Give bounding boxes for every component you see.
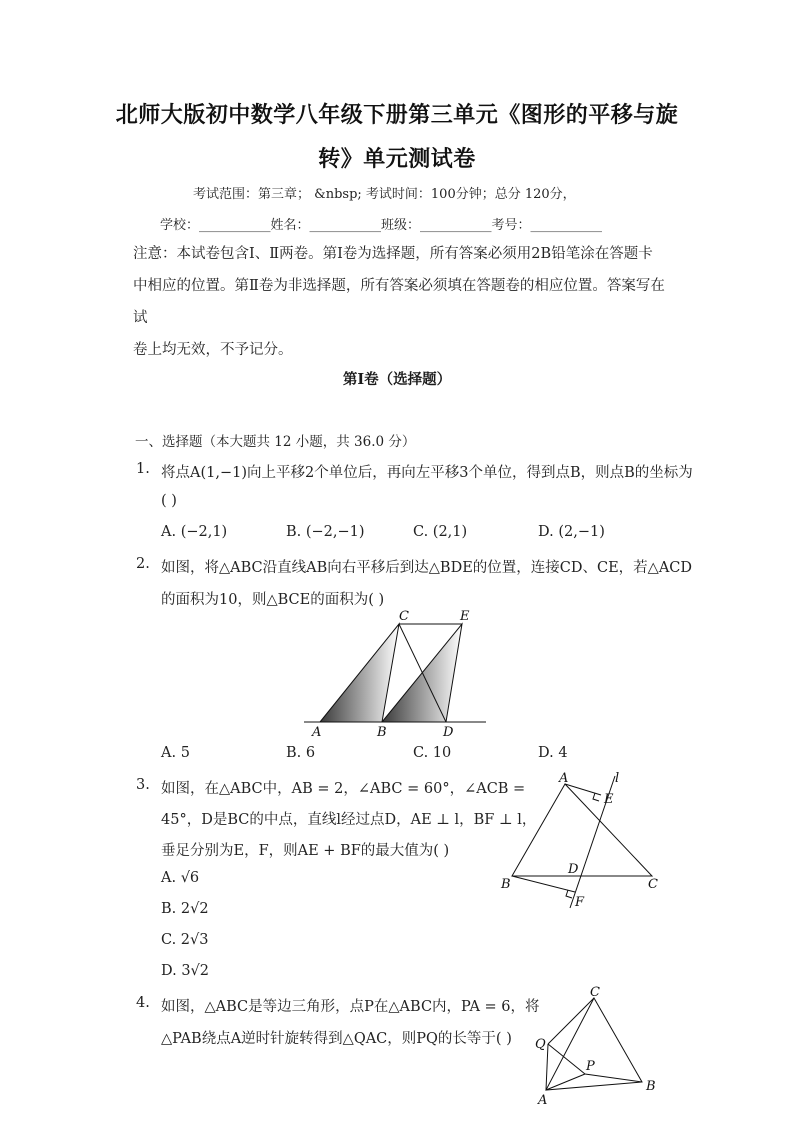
segment-qp	[548, 1044, 585, 1074]
label-l: l	[615, 771, 620, 786]
label-b: B	[501, 877, 511, 892]
label-c: C	[648, 877, 658, 892]
question-2-text-line1: 如图，将△ABC沿直线AB向右平移后到达△BDE的位置，连接CD、CE，若△ACD	[161, 560, 693, 576]
segment-pb	[585, 1074, 642, 1082]
question-number: 2.	[136, 556, 150, 572]
label-e: E	[460, 609, 470, 624]
label-p: P	[586, 1059, 595, 1074]
exam-info: 考试范围：第三章； &nbsp; 考试时间：100分钟；总分 120分，	[193, 187, 576, 202]
question-number: 3.	[136, 777, 150, 793]
question-4-text-line2: △PAB绕点A逆时针旋转得到△QAC，则PQ的长等于( )	[161, 1031, 512, 1047]
segment-bf	[512, 876, 575, 892]
question-1-option-c[interactable]: C. (2,1)	[413, 524, 468, 540]
label-a: A	[312, 725, 322, 740]
question-1-option-d[interactable]: D. (2,−1)	[538, 524, 605, 540]
notice-line: 中相应的位置。第Ⅱ卷为非选择题，所有答案必须填在答题卷的相应位置。答案写在试	[133, 278, 665, 326]
question-3-text-line1: 如图，在△ABC中，AB = 2，∠ABC = 60°，∠ACB =	[161, 781, 526, 797]
label-e: E	[604, 792, 614, 807]
question-number: 1.	[136, 461, 150, 477]
label-c: C	[590, 986, 600, 1000]
question-2-option-c[interactable]: C. 10	[413, 745, 452, 761]
label-b: B	[646, 1079, 656, 1094]
question-1-option-b[interactable]: B. (−2,−1)	[286, 524, 365, 540]
notice-block	[133, 238, 669, 366]
triangle-abc	[512, 784, 652, 876]
label-f: F	[575, 895, 585, 910]
question-number: 4.	[136, 995, 150, 1011]
triangle-abc	[546, 998, 642, 1090]
section1-title: 一、选择题（本大题共 12 小题，共 36.0 分）	[135, 434, 416, 450]
question-3-option-a[interactable]: A. √6	[161, 870, 200, 886]
segment-aq	[546, 1044, 548, 1090]
question-2-option-b[interactable]: B. 6	[286, 745, 316, 761]
question-3-text-line2: 45°，D是BC的中点，直线l经过点D，AE ⊥ l，BF ⊥ l，	[161, 812, 537, 828]
school-info-line: 学校：___________姓名：___________班级：___________考号：___________	[160, 218, 603, 233]
notice-line: 卷上均无效，不予记分。	[133, 342, 293, 358]
label-q: Q	[535, 1037, 546, 1052]
question-1-text-line2: ( )	[161, 493, 177, 509]
question-3-text-line3: 垂足分别为E，F，则AE + BF的最大值为( )	[161, 843, 450, 859]
question-3-figure	[495, 768, 670, 918]
question-2-option-a[interactable]: A. 5	[161, 745, 190, 761]
doc-title-line1: 北师大版初中数学八年级下册第三单元《图形的平移与旋	[115, 102, 679, 128]
doc-title-line2: 转》单元测试卷	[318, 146, 476, 172]
question-3-option-d[interactable]: D. 3√2	[161, 963, 210, 979]
question-1-option-a[interactable]: A. (−2,1)	[161, 524, 228, 540]
triangle-abc	[320, 624, 399, 722]
question-3-option-b[interactable]: B. 2√2	[161, 901, 209, 917]
question-3-option-c[interactable]: C. 2√3	[161, 932, 209, 948]
question-4-figure	[528, 986, 668, 1108]
notice-line: 注意：本试卷包含Ⅰ、Ⅱ两卷。第Ⅰ卷为选择题，所有答案必须用2B铅笔涂在答题卡	[133, 246, 653, 262]
label-d: D	[568, 862, 579, 877]
question-1-text-line1: 将点A(1,−1)向上平移2个单位后，再向左平移3个单位，得到点B，则点B的坐标为	[161, 465, 693, 481]
question-2-text-line2: 的面积为10，则△BCE的面积为( )	[161, 592, 385, 608]
question-2-figure	[300, 604, 490, 740]
label-a: A	[559, 771, 569, 786]
label-d: D	[443, 725, 454, 740]
label-a: A	[538, 1093, 548, 1108]
question-4-text-line1: 如图，△ABC是等边三角形，点P在△ABC内，PA = 6，将	[161, 999, 540, 1015]
label-c: C	[399, 609, 409, 624]
segment-qc	[548, 998, 594, 1044]
question-2-option-d[interactable]: D. 4	[538, 745, 568, 761]
label-b: B	[377, 725, 387, 740]
part1-title: 第Ⅰ卷（选择题）	[342, 371, 452, 388]
